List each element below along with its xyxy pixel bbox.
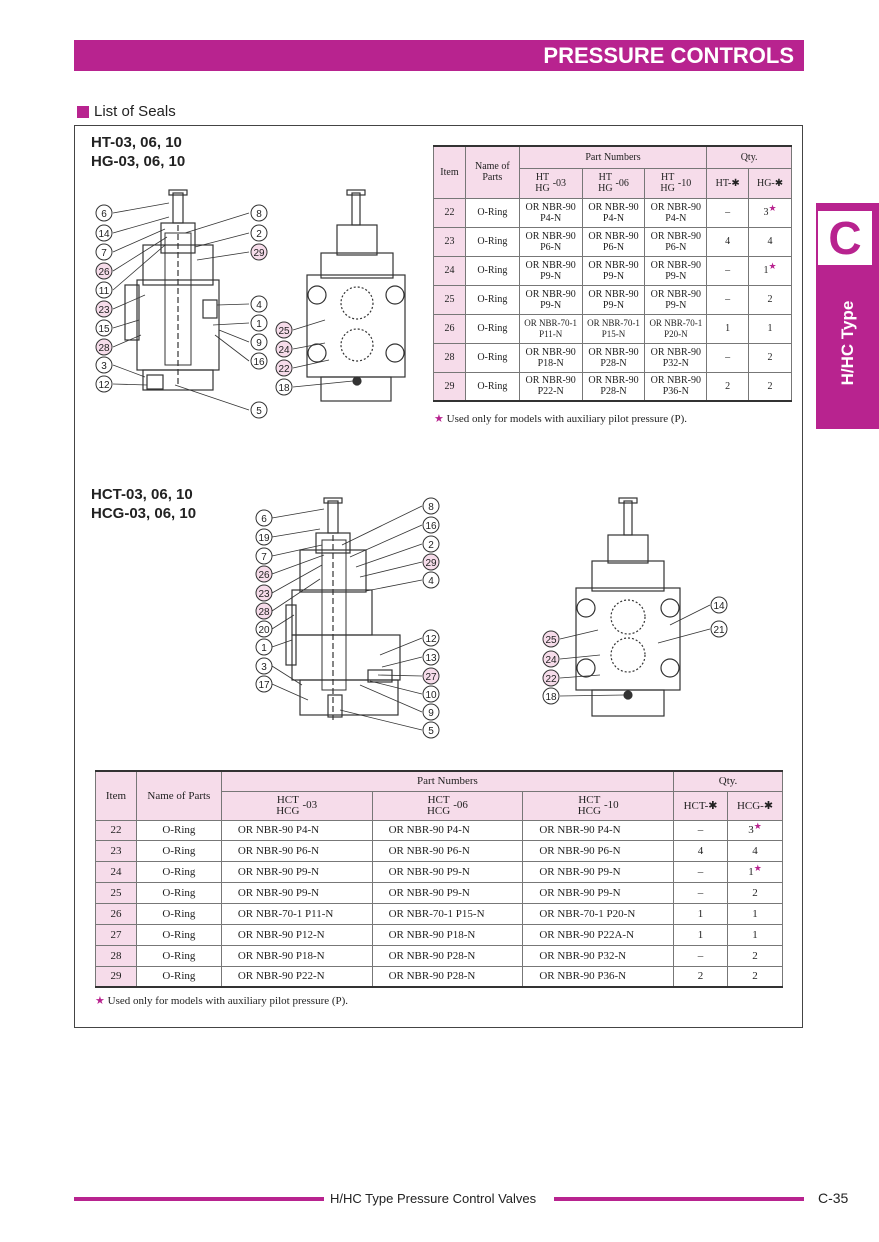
- table1-note: ★ Used only for models with auxiliary pilot pressure (P).: [434, 413, 688, 425]
- callout: [251, 315, 267, 331]
- svg-text:7: 7: [261, 552, 267, 563]
- svg-text:5: 5: [428, 726, 434, 737]
- svg-text:3: 3: [261, 662, 267, 673]
- col-qty-hg: HG-✱: [749, 168, 792, 198]
- seals-table-hct-hcg: [95, 770, 783, 988]
- callout: [251, 244, 267, 260]
- svg-text:12: 12: [425, 634, 437, 645]
- footer-rule-right: [554, 1197, 804, 1201]
- svg-text:5: 5: [256, 406, 262, 417]
- col-name: Name of Parts: [136, 771, 221, 820]
- svg-text:3: 3: [101, 361, 107, 372]
- callout: [96, 263, 112, 279]
- svg-text:4: 4: [256, 300, 262, 311]
- callout: [423, 668, 439, 684]
- svg-text:25: 25: [278, 326, 290, 337]
- col-part-numbers: Part Numbers: [221, 771, 673, 791]
- callout: [423, 554, 439, 570]
- svg-text:2: 2: [256, 229, 262, 240]
- table-row: 22 O-Ring OR NBR-90 P4-N OR NBR-90 P4-N OR NBR-90 P4-N – 3★: [96, 820, 783, 840]
- callout: [543, 631, 559, 647]
- svg-text:18: 18: [278, 383, 290, 394]
- svg-text:2: 2: [428, 540, 434, 551]
- callout: [423, 704, 439, 720]
- page-title: PRESSURE CONTROLS: [543, 43, 794, 68]
- callout: [276, 322, 292, 338]
- col-name: Name of Parts: [465, 146, 519, 198]
- col-item: Item: [434, 146, 466, 198]
- table-row: 24 O-Ring OR NBR-90 P9-N OR NBR-90 P9-N OR NBR-90 P9-N – 1★: [96, 861, 783, 882]
- svg-text:20: 20: [258, 625, 270, 636]
- callout: [256, 548, 272, 564]
- svg-text:25: 25: [545, 635, 557, 646]
- svg-text:23: 23: [98, 305, 110, 316]
- svg-text:6: 6: [261, 514, 267, 525]
- col-qty: Qty.: [674, 771, 783, 791]
- callout: [276, 341, 292, 357]
- callout: [423, 686, 439, 702]
- svg-text:4: 4: [428, 576, 434, 587]
- callout: [96, 225, 112, 241]
- svg-text:1: 1: [261, 643, 267, 654]
- col-qty: Qty.: [707, 146, 792, 168]
- table-row: 23 O-Ring OR NBR-90 P6-N OR NBR-90 P6-N OR NBR-90 P6-N 4 4: [96, 840, 783, 861]
- side-tab: [816, 203, 879, 429]
- callout: [543, 651, 559, 667]
- callout: [423, 722, 439, 738]
- svg-text:15: 15: [98, 324, 110, 335]
- callout: [96, 205, 112, 221]
- header-bar: [74, 40, 804, 71]
- callout: [96, 282, 112, 298]
- callout: [276, 360, 292, 376]
- page-number: C-35: [818, 1190, 849, 1206]
- svg-text:18: 18: [545, 692, 557, 703]
- side-tab-letter: C: [816, 209, 874, 267]
- callout: [256, 585, 272, 601]
- star-icon: ★: [434, 413, 444, 425]
- group1-models: [91, 133, 185, 171]
- svg-text:24: 24: [545, 655, 557, 666]
- table-row: 28 O-Ring OR NBR-90 P18-N OR NBR-90 P28-N OR NBR-90 P32-N – 2: [434, 343, 792, 372]
- hct-hcg-drawing: [250, 495, 740, 745]
- callout: [423, 517, 439, 533]
- col-size-06: HT HG -06: [582, 168, 645, 198]
- svg-text:28: 28: [258, 607, 270, 618]
- svg-text:13: 13: [425, 653, 437, 664]
- col-qty-hct: HCT-✱: [674, 791, 728, 820]
- callout: [96, 301, 112, 317]
- callout: [423, 536, 439, 552]
- table-row: 28 O-Ring OR NBR-90 P18-N OR NBR-90 P28-N OR NBR-90 P32-N – 2: [96, 945, 783, 966]
- svg-text:16: 16: [425, 521, 437, 532]
- callout: [543, 688, 559, 704]
- callout: [256, 566, 272, 582]
- callout: [711, 597, 727, 613]
- callout: [423, 649, 439, 665]
- callout: [251, 402, 267, 418]
- callout: [96, 376, 112, 392]
- col-qty-hcg: HCG-✱: [728, 791, 783, 820]
- svg-text:29: 29: [425, 558, 437, 569]
- table-row: 26 O-Ring OR NBR-70-1 P11-N OR NBR-70-1 P15-N OR NBR-70-1 P20-N 1 1: [434, 314, 792, 343]
- callout: [276, 379, 292, 395]
- model-label: HG-03, 06, 10: [91, 153, 186, 170]
- footer-rule-left: [74, 1197, 324, 1201]
- callout: [423, 572, 439, 588]
- svg-text:9: 9: [256, 338, 262, 349]
- svg-text:7: 7: [101, 248, 107, 259]
- model-label: HCT-03, 06, 10: [91, 486, 193, 503]
- callout: [256, 676, 272, 692]
- svg-text:24: 24: [278, 345, 290, 356]
- group2-models: [91, 485, 196, 523]
- col-size-10: HT HG -10: [645, 168, 707, 198]
- table-row: 25 O-Ring OR NBR-90 P9-N OR NBR-90 P9-N OR NBR-90 P9-N – 2: [434, 285, 792, 314]
- table-row: 23 O-Ring OR NBR-90 P6-N OR NBR-90 P6-N OR NBR-90 P6-N 4 4: [434, 227, 792, 256]
- svg-text:22: 22: [545, 674, 557, 685]
- col-size-06: HCT HCG -06: [372, 791, 523, 820]
- svg-text:27: 27: [425, 672, 437, 683]
- callout: [256, 603, 272, 619]
- callout: [423, 630, 439, 646]
- svg-text:14: 14: [713, 601, 725, 612]
- callout: [251, 296, 267, 312]
- seals-table-ht-hg: [433, 145, 792, 402]
- table-row: 26 O-Ring OR NBR-70-1 P11-N OR NBR-70-1 P15-N OR NBR-70-1 P20-N 1 1: [96, 903, 783, 924]
- callout: [96, 339, 112, 355]
- svg-text:11: 11: [98, 286, 110, 297]
- col-size-10: HCT HCG -10: [523, 791, 674, 820]
- ht-hg-drawing: [85, 185, 425, 425]
- svg-text:10: 10: [425, 690, 437, 701]
- svg-text:19: 19: [258, 533, 270, 544]
- callout: [256, 529, 272, 545]
- table-row: 29 O-Ring OR NBR-90 P22-N OR NBR-90 P28-N OR NBR-90 P36-N 2 2: [96, 966, 783, 987]
- callout: [256, 639, 272, 655]
- callout: [256, 658, 272, 674]
- section-heading: [77, 103, 176, 120]
- callout: [423, 498, 439, 514]
- callout: [96, 357, 112, 373]
- callout: [251, 225, 267, 241]
- svg-text:22: 22: [278, 364, 290, 375]
- callout: [256, 621, 272, 637]
- callout: [251, 353, 267, 369]
- svg-text:8: 8: [256, 209, 262, 220]
- table-row: 22 O-Ring OR NBR-90 P4-N OR NBR-90 P4-N OR NBR-90 P4-N – 3★: [434, 198, 792, 227]
- callout: [251, 205, 267, 221]
- svg-text:21: 21: [713, 625, 725, 636]
- col-item: Item: [96, 771, 137, 820]
- side-tab-text: H/HC Type: [838, 300, 857, 386]
- svg-text:6: 6: [101, 209, 107, 220]
- table-row: 24 O-Ring OR NBR-90 P9-N OR NBR-90 P9-N OR NBR-90 P9-N – 1★: [434, 256, 792, 285]
- table2-note: ★ Used only for models with auxiliary pilot pressure (P).: [95, 995, 349, 1007]
- svg-text:8: 8: [428, 502, 434, 513]
- callout: [711, 621, 727, 637]
- col-size-03: HT HG -03: [519, 168, 582, 198]
- svg-text:29: 29: [253, 248, 265, 259]
- callout: [543, 670, 559, 686]
- svg-text:23: 23: [258, 589, 270, 600]
- model-label: HT-03, 06, 10: [91, 134, 182, 151]
- svg-text:26: 26: [98, 267, 110, 278]
- table-row: 29 O-Ring OR NBR-90 P22-N OR NBR-90 P28-N OR NBR-90 P36-N 2 2: [434, 372, 792, 401]
- model-label: HCG-03, 06, 10: [91, 505, 197, 522]
- star-icon: ★: [95, 995, 105, 1007]
- svg-text:17: 17: [258, 680, 270, 691]
- svg-text:14: 14: [98, 229, 110, 240]
- callout: [251, 334, 267, 350]
- svg-text:28: 28: [98, 343, 110, 354]
- svg-text:26: 26: [258, 570, 270, 581]
- callout: [96, 244, 112, 260]
- callout: [256, 510, 272, 526]
- svg-text:16: 16: [253, 357, 265, 368]
- footer-text: H/HC Type Pressure Control Valves: [330, 1191, 537, 1206]
- section-title: List of Seals: [94, 103, 176, 120]
- svg-text:1: 1: [256, 319, 262, 330]
- col-qty-ht: HT-✱: [707, 168, 749, 198]
- col-size-03: HCT HCG -03: [221, 791, 372, 820]
- col-part-numbers: Part Numbers: [519, 146, 706, 168]
- table-row: 25 O-Ring OR NBR-90 P9-N OR NBR-90 P9-N OR NBR-90 P9-N – 2: [96, 882, 783, 903]
- svg-text:12: 12: [98, 380, 110, 391]
- callout: [96, 320, 112, 336]
- svg-text:9: 9: [428, 708, 434, 719]
- square-bullet-icon: [77, 106, 89, 118]
- table-row: 27 O-Ring OR NBR-90 P12-N OR NBR-90 P18-N OR NBR-90 P22A-N 1 1: [96, 924, 783, 945]
